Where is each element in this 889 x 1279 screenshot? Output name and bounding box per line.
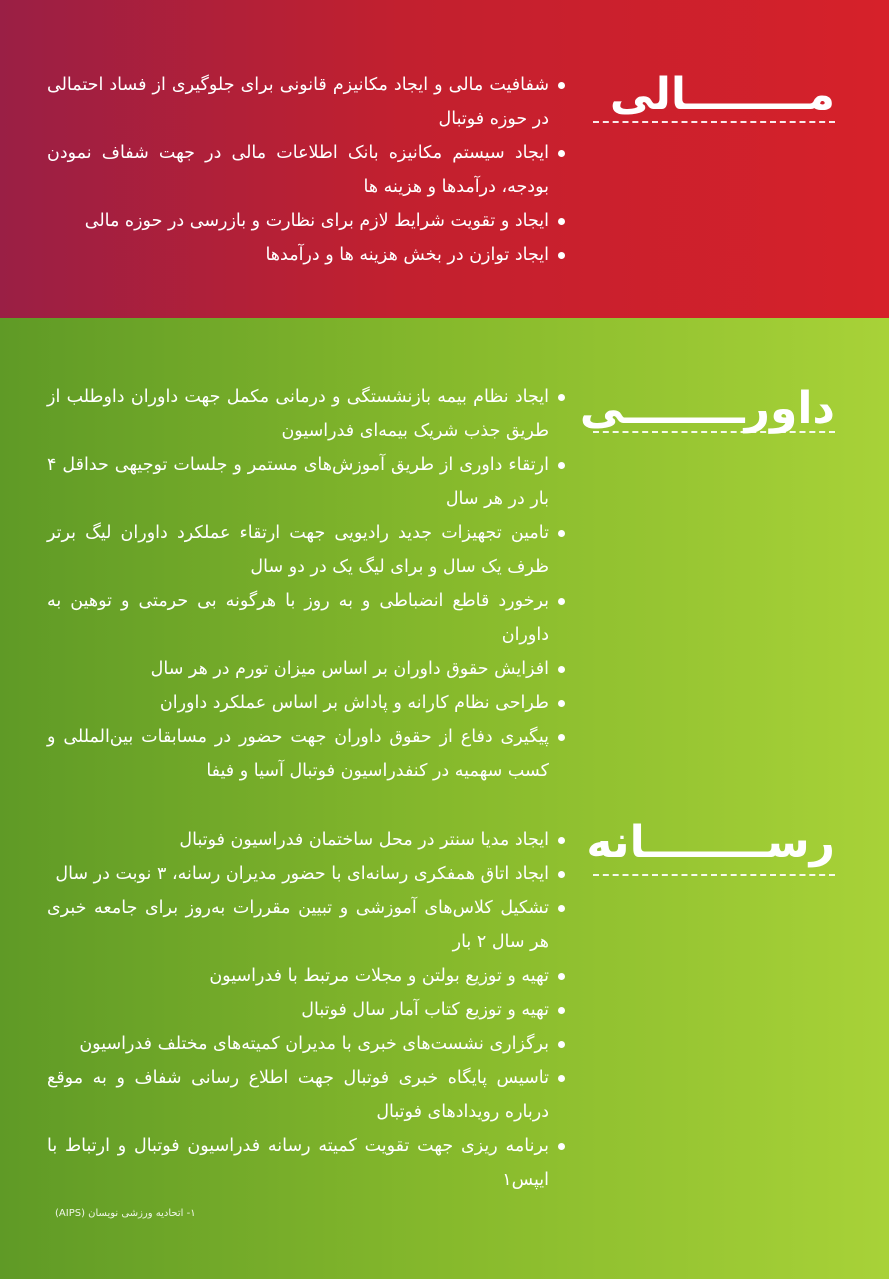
list-item: ایجاد نظام بیمه بازنشستگی و درمانی مکمل جهت داوران داوطلب از طریق جذب شریک بیمه‌ای فدراسیون [47, 380, 567, 448]
list-item: ایجاد سیستم مکانیزه بانک اطلاعات مالی در جهت شفاف نمودن بودجه، درآمدها و هزینه ها [47, 136, 567, 204]
list-item: برگزاری نشست‌های خبری با مدیران کمیته‌های مختلف فدراسیون [47, 1027, 567, 1061]
referee-heading [579, 383, 835, 434]
list-item: طراحی نظام کارانه و پاداش بر اساس عملکرد داوران [47, 686, 567, 720]
list-item: تاسیس پایگاه خبری فوتبال جهت اطلاع رسانی شفاف و به موقع درباره رویدادهای فوتبال [47, 1061, 567, 1129]
list-item: ایجاد توازن در بخش هزینه ها و درآمدها [47, 238, 567, 272]
list-item: پیگیری دفاع از حقوق داوران جهت حضور در مسابقات بین‌المللی و کسب سهمیه در کنفدراسیون فوتبال آسیا و فیفا [47, 720, 567, 788]
list-item: ایجاد و تقویت شرایط لازم برای نظارت و بازرسی در حوزه مالی [47, 204, 567, 238]
list-item: ارتقاء داوری از طریق آموزش‌های مستمر و جلسات توجیهی حداقل ۴ بار در هر سال [47, 448, 567, 516]
finance-heading-text: مــــــــالی [609, 69, 835, 120]
list-item: برخورد قاطع انضباطی و به روز با هرگونه بی حرمتی و توهین به داوران [47, 584, 567, 652]
media-list [47, 823, 567, 1197]
list-item: تشکیل کلاس‌های آموزشی و تبیین مقررات به‌روز برای جامعه خبری هر سال ۲ بار [47, 891, 567, 959]
finance-heading [595, 70, 835, 120]
finance-list [47, 68, 567, 272]
referee-heading-text: داور‌ــــــــی [579, 383, 835, 434]
list-item: شفافیت مالی و ایجاد مکانیزم قانونی برای جلوگیری از فساد احتمالی در حوزه فوتبال [47, 68, 567, 136]
list-item: ایجاد مدیا سنتر در محل ساختمان فدراسیون فوتبال [47, 823, 567, 857]
footnote: ۱- اتحادیه ورزشی نویسان (AIPS) [55, 1208, 196, 1219]
referee-divider [593, 431, 835, 433]
list-item: تهیه و توزیع کتاب آمار سال فوتبال [47, 993, 567, 1027]
list-item: برنامه ریزی جهت تقویت کمیته رسانه فدراسیون فوتبال و ارتباط با ایپس۱ [47, 1129, 567, 1197]
list-item: تامین تجهیزات جدید رادیویی جهت ارتقاء عملکرد داوران لیگ برتر ظرف یک سال و برای لیگ یک در دو سال [47, 516, 567, 584]
media-heading-text: رســــــــانه [586, 817, 835, 868]
finance-divider [593, 121, 835, 123]
media-heading [586, 817, 835, 868]
list-item: ایجاد اتاق همفکری رسانه‌ای با حضور مدیران رسانه، ۳ نوبت در سال [47, 857, 567, 891]
list-item: افزایش حقوق داوران بر اساس میزان تورم در هر سال [47, 652, 567, 686]
list-item: تهیه و توزیع بولتن و مجلات مرتبط با فدراسیون [47, 959, 567, 993]
referee-list [47, 380, 567, 788]
media-divider [593, 874, 835, 876]
